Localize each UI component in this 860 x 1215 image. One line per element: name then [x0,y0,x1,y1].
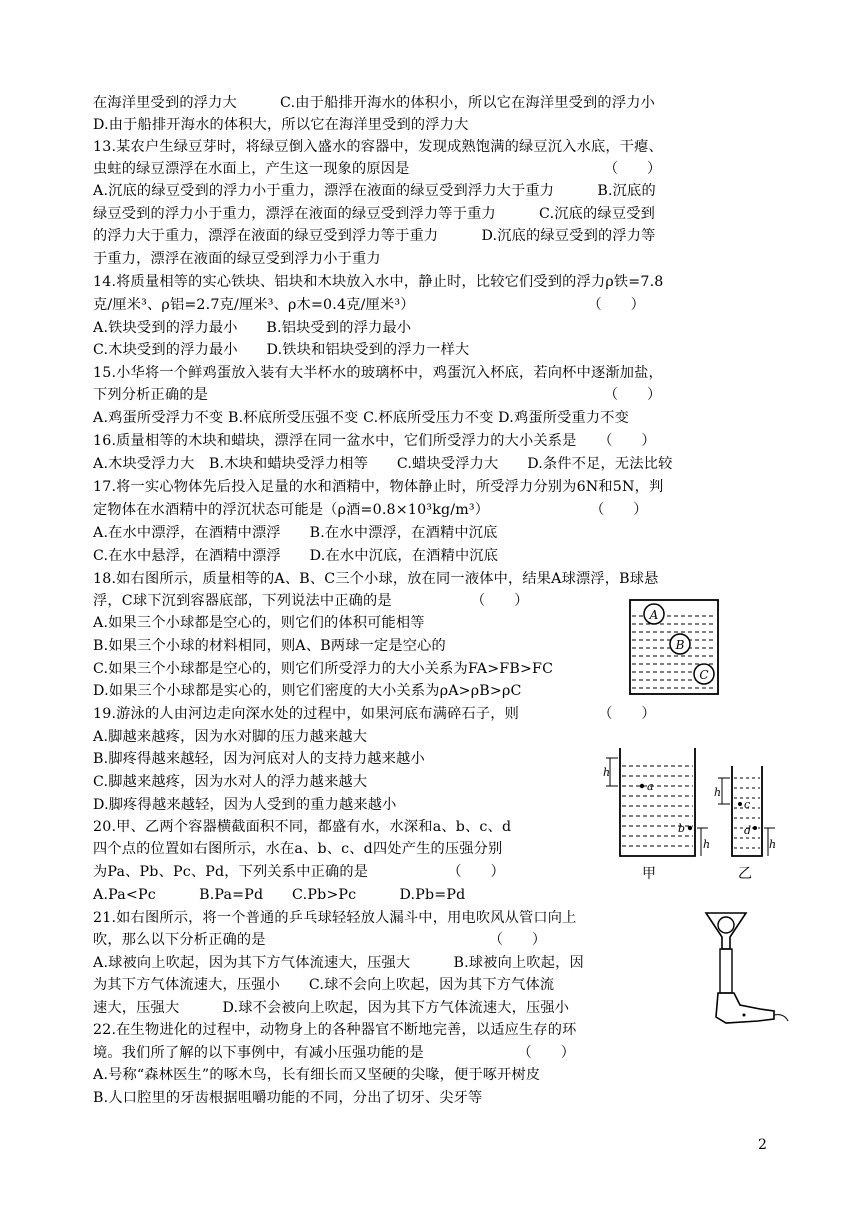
text-line: A.Pa<Pc B.Pa=Pd C.Pb>Pc D.Pb=Pd [93,887,466,903]
point-c: c [744,798,751,811]
text-line: 境。我们所了解的以下事例中，有减小压强功能的是 （ ） [93,1045,576,1061]
text-line: 速大，压强大 D.球不会被向上吹起，因为其下方气体流速大，压强小 [93,1000,570,1016]
text-line: 15.小华将一个鲜鸡蛋放入装有大半杯水的玻璃杯中，鸡蛋沉入杯底，若向杯中逐渐加盐， [93,365,663,381]
text-line: 在海洋里受到的浮力大 C.由于船排开海水的体积小，所以它在海洋里受到的浮力小 [93,95,655,111]
point-a: a [647,780,654,793]
text-line: A.铁块受到的浮力最小 B.铝块受到的浮力最小 [93,320,412,336]
text-line: 14.将质量相等的实心铁块、铝块和木块放入水中，静止时，比较它们受到的浮力ρ铁=7.8 [93,274,664,290]
text-line: B.脚疼得越来越轻，因为河底对人的支持力越来越小 [93,751,425,767]
text-line: B.如果三个小球的材料相同，则A、B两球一定是空心的 [93,638,446,654]
text-line: 为Pa、Pb、Pc、Pd，下列关系中正确的是 （ ） [93,864,505,880]
figure-20-containers [600,736,780,886]
text-line: 吹，那么以下分析正确的是 （ ） [93,932,547,948]
text-line: D.由于船排开海水的体积大，所以它在海洋里受到的浮力大 [93,117,469,133]
text-line: 16.质量相等的木块和蜡块，漂浮在同一盆水中，它们所受浮力的大小关系是 （ ） [93,433,656,449]
text-line: D.脚疼得越来越轻，因为人受到的重力越来越小 [93,797,397,813]
hair-dryer-icon [716,993,774,1023]
text-line: C.如果三个小球都是空心的，则它们所受浮力的大小关系为FA>FB>FC [93,661,554,677]
text-line: 13.某农户生绿豆芽时，将绿豆倒入盛水的容器中，发现成熟饱满的绿豆沉入水底，干瘪、 [93,139,663,155]
text-line: A.鸡蛋所受浮力不变 B.杯底所受压强不变 C.杯底所受压力不变 D.鸡蛋所受重力不变 [93,410,630,426]
text-line: B.人口腔里的牙齿根据咀嚼功能的不同，分出了切牙、尖牙等 [93,1090,483,1106]
text-line: 18.如右图所示，质量相等的A、B、C三个小球，放在同一液体中，结果A球漂浮，B球悬 [93,571,659,587]
svg-text:h: h [703,838,711,851]
text-line: 绿豆受到的浮力小于重力，漂浮在液面的绿豆受到浮力等于重力 C.沉底的绿豆受到 [93,206,655,222]
text-line: A.如果三个小球都是空心的，则它们的体积可能相等 [93,615,425,631]
figure-18-balls-in-liquid [618,594,728,704]
container-jia-label: 甲 [642,866,656,882]
figure-21-funnel-dryer [700,905,790,1033]
text-line: 20.甲、乙两个容器横截面积不同，都盛有水，水深和a、b、c、d [93,819,512,835]
container-yi-label: 乙 [738,866,752,882]
text-line: A.木块受浮力大 B.木块和蜡块受浮力相等 C.蜡块受浮力大 D.条件不足，无法比较 [93,456,673,472]
text-line: A.在水中漂浮，在酒精中漂浮 B.在水中漂浮，在酒精中沉底 [93,525,498,541]
text-line: 于重力，漂浮在液面的绿豆受到浮力小于重力 [93,251,381,267]
ping-pong-ball-icon [718,917,734,933]
svg-text:h: h [603,766,611,779]
ball-c-label: C [699,668,709,682]
text-line: 虫蛀的绿豆漂浮在水面上，产生这一现象的原因是 （ ） [93,161,662,177]
point-d: d [744,824,752,837]
page-number: 2 [758,1137,767,1153]
text-line: C.脚越来越疼，因为水对人的浮力越来越大 [93,774,368,790]
text-line: 的浮力大于重力，漂浮在液面的绿豆受到浮力等于重力 D.沉底的绿豆受到的浮力等 [93,228,656,244]
text-line: A.号称“森林医生”的啄木鸟，长有细长而又坚硬的尖喙，便于啄开树皮 [93,1067,541,1083]
text-line: 22.在生物进化的过程中，动物身上的各种器官不断地完善，以适应生存的环 [93,1022,577,1038]
text-line: A.球被向上吹起，因为其下方气体流速大，压强大 B.球被向上吹起，因 [93,955,584,971]
text-line: 19.游泳的人由河边走向深水处的过程中，如果河底布满碎石子，则 （ ） [93,706,656,722]
text-line: 定物体在水酒精中的浮沉状态可能是（ρ酒=0.8×10³kg/m³） （ ） [93,502,648,518]
text-line: A.脚越来越疼，因为水对脚的压力越来越大 [93,729,368,745]
ball-a-label: A [649,608,659,622]
ball-b-label: B [675,638,685,652]
text-line: 四个点的位置如右图所示，水在a、b、c、d四处产生的压强分别 [93,841,503,857]
svg-text:h: h [714,786,722,799]
text-line: 21.如右图所示，将一个普通的乒乓球轻轻放人漏斗中，用电吹风从管口向上 [93,910,577,926]
text-line: C.在水中悬浮，在酒精中漂浮 D.在水中沉底，在酒精中沉底 [93,548,499,564]
text-line: A.沉底的绿豆受到的浮力小于重力，漂浮在液面的绿豆受到浮力大于重力 B.沉底的 [93,183,656,199]
svg-text:h: h [769,838,777,851]
text-line: D.如果三个小球都是实心的，则它们密度的大小关系为ρA>ρB>ρC [93,683,522,699]
text-line: 为其下方气体流速大，压强小 C.球不会向上吹起，因为其下方气体流 [93,977,555,993]
point-b: b [678,822,686,835]
text-line: 下列分析正确的是 （ ） [93,387,662,403]
text-line: 17.将一实心物体先后投入足量的水和酒精中，物体静止时，所受浮力分别为6N和5N，判 [93,479,664,495]
text-line: C.木块受到的浮力最小 D.铁块和铝块受到的浮力一样大 [93,342,470,358]
text-line: 浮，C球下沉到容器底部，下列说法中正确的是 （ ） [93,593,529,609]
text-line: 克/厘米³、ρ铝=2.7克/厘米³、ρ木=0.4克/厘米³） （ ） [93,297,645,313]
